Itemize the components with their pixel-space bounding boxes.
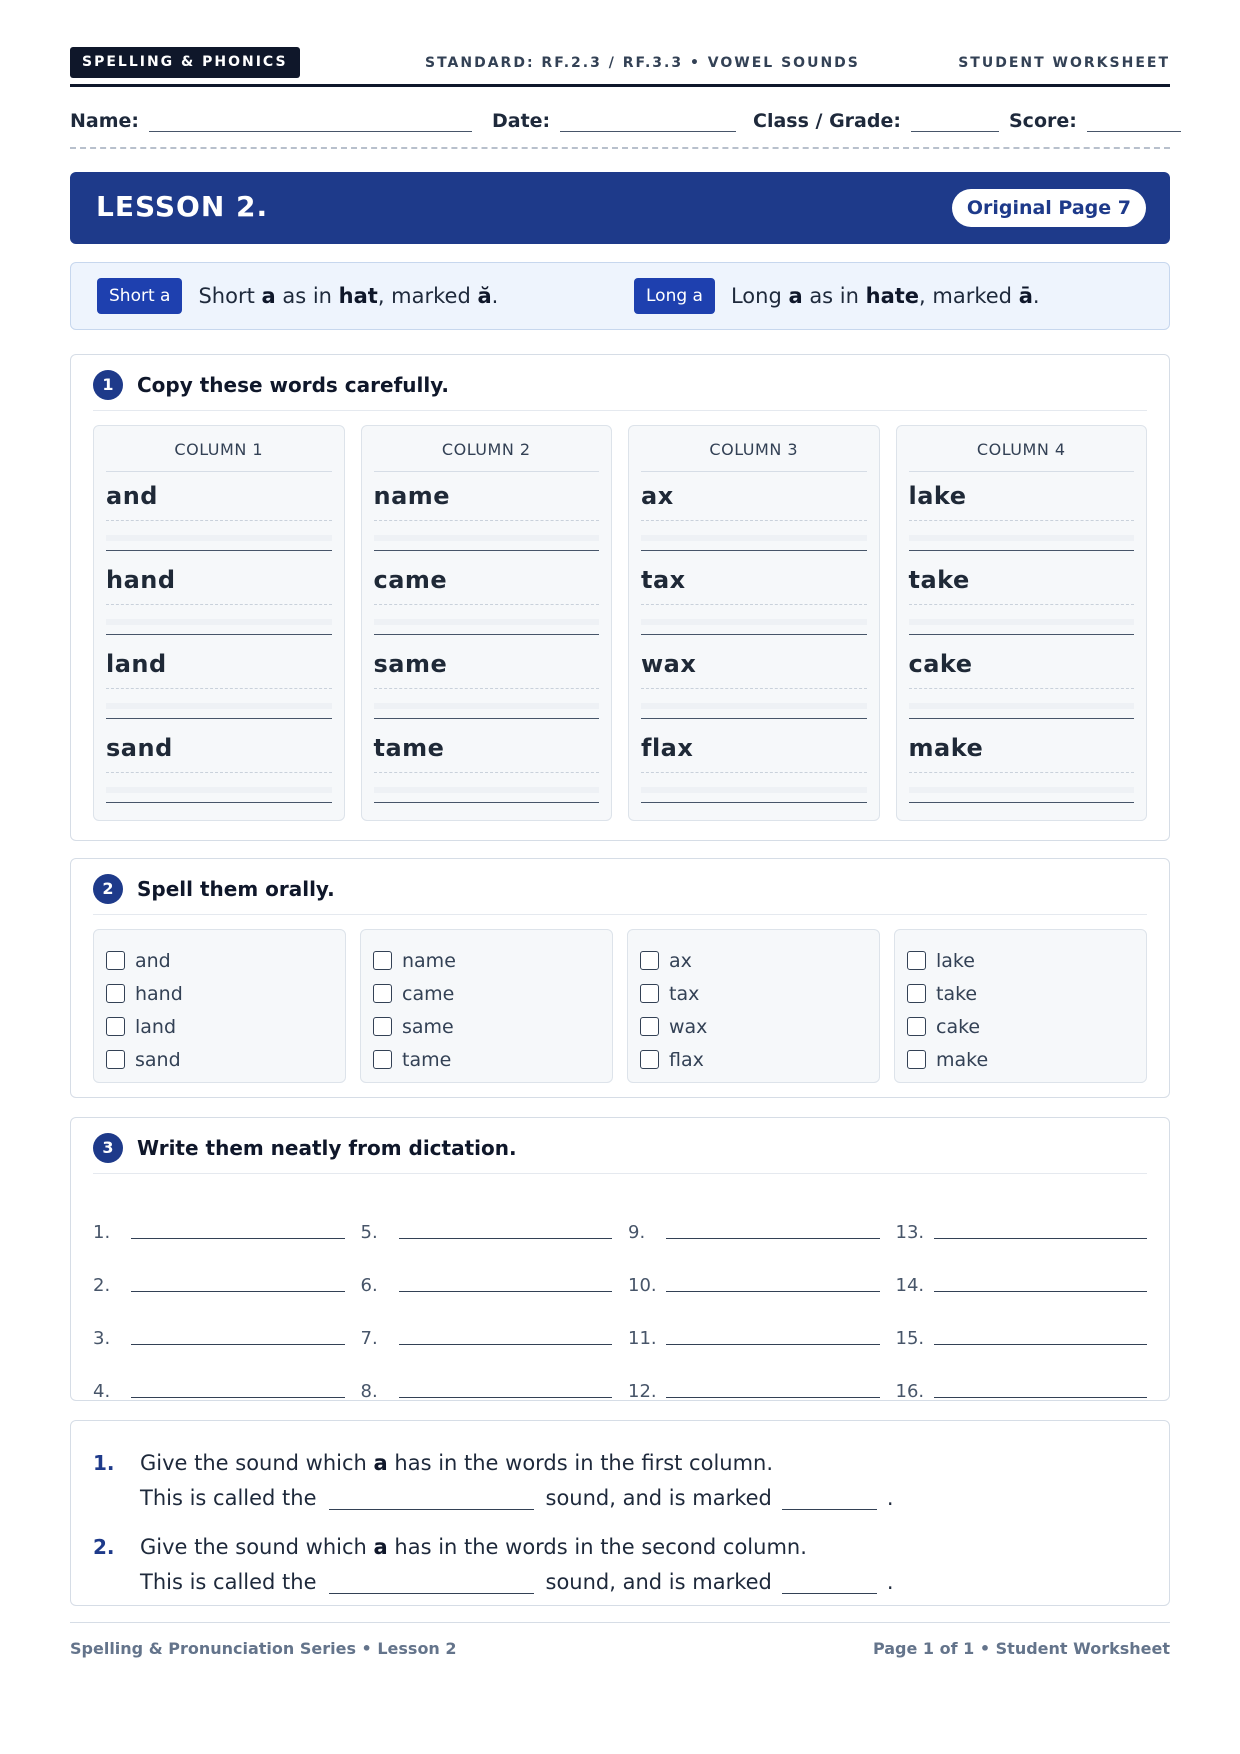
dictation-answer-line[interactable] [399, 1291, 613, 1292]
dictation-number: 3. [93, 1328, 111, 1349]
word: take [908, 566, 970, 594]
section-heading [93, 371, 1147, 411]
class-field [753, 110, 999, 132]
column-header: COLUMN 4 [909, 426, 1135, 472]
word: flax [641, 734, 694, 762]
section-number-badge: 1 [93, 370, 123, 400]
checkbox[interactable] [373, 984, 392, 1003]
copy-row[interactable] [106, 640, 332, 724]
dictation-number: 4. [93, 1381, 111, 1402]
original-page-badge: Original Page 7 [952, 189, 1146, 227]
checklist-item[interactable]: tax [640, 977, 867, 1010]
section-title: Spell them orally. [137, 876, 335, 901]
checkbox[interactable] [907, 951, 926, 970]
long-a-key [634, 278, 1040, 314]
date-field [492, 110, 736, 132]
dictation-item [93, 1251, 345, 1304]
dictation-number: 12. [628, 1381, 657, 1402]
copy-row[interactable] [641, 472, 867, 556]
dictation-item [896, 1198, 1148, 1251]
word: name [373, 482, 451, 510]
dictation-column [628, 1198, 880, 1410]
copy-row[interactable] [909, 724, 1135, 808]
dictation-number: 15. [895, 1328, 925, 1349]
student-info-row [70, 105, 1170, 149]
checklist-item[interactable]: came [373, 977, 600, 1010]
lesson-title: LESSON 2. [96, 190, 269, 223]
dictation-item [361, 1251, 613, 1304]
page-number-label: Page 1 of 1 • Student Worksheet [872, 1639, 1170, 1658]
dictation-number: 11. [628, 1328, 657, 1349]
dictation-item [896, 1251, 1148, 1304]
section-questions [70, 1420, 1170, 1606]
copy-row[interactable] [909, 640, 1135, 724]
word: lake [908, 482, 967, 510]
name-label: Name: [70, 110, 140, 132]
dictation-column [361, 1198, 613, 1410]
copy-columns [93, 425, 1147, 821]
standard-label: STANDARD: RF.2.3 / RF.3.3 • VOWEL SOUNDS [425, 55, 860, 71]
checklist-item[interactable]: make [907, 1043, 1134, 1076]
checklist-item[interactable]: same [373, 1010, 600, 1043]
column-header: COLUMN 1 [106, 426, 332, 472]
long-a-tag: Long a [634, 278, 715, 314]
dictation-number: 9. [628, 1222, 646, 1243]
checkbox[interactable] [373, 1050, 392, 1069]
checklist-column [894, 929, 1147, 1083]
dictation-answer-line[interactable] [399, 1238, 613, 1239]
checklist-item[interactable]: cake [907, 1010, 1134, 1043]
dictation-number: 7. [360, 1328, 378, 1349]
sound-name-blank[interactable] [329, 1492, 534, 1510]
checkbox[interactable] [373, 1017, 392, 1036]
subject-badge: SPELLING & PHONICS [70, 47, 300, 78]
dictation-answer-line[interactable] [666, 1238, 880, 1239]
section-title: Copy these words carefully. [137, 372, 450, 397]
dictation-item [628, 1357, 880, 1410]
score-label: Score: [1009, 110, 1077, 132]
copy-row[interactable] [106, 472, 332, 556]
dictation-number: 14. [895, 1275, 925, 1296]
section-number-badge: 3 [93, 1133, 123, 1163]
checkbox[interactable] [640, 1050, 659, 1069]
checklist-column [627, 929, 880, 1083]
dictation-answer-line[interactable] [666, 1344, 880, 1345]
document-type-label: STUDENT WORKSHEET [958, 55, 1170, 71]
dictation-number: 2. [93, 1275, 111, 1296]
section-title: Write them neatly from dictation. [137, 1135, 517, 1160]
checkbox[interactable] [640, 951, 659, 970]
checkbox[interactable] [640, 984, 659, 1003]
dictation-item [628, 1304, 880, 1357]
dictation-number: 5. [360, 1222, 378, 1243]
dictation-number: 13. [895, 1222, 925, 1243]
copy-row[interactable] [641, 556, 867, 640]
section-number-badge: 2 [93, 874, 123, 904]
dictation-item [361, 1304, 613, 1357]
dictation-item [361, 1198, 613, 1251]
word: ax [641, 482, 674, 510]
short-a-description: Short a as in hat, marked ă. [198, 284, 499, 308]
dictation-answer-line[interactable] [934, 1291, 1148, 1292]
dictation-answer-line[interactable] [131, 1291, 345, 1292]
word: land [106, 650, 167, 678]
section-heading [93, 1134, 1147, 1174]
dictation-answer-line[interactable] [934, 1344, 1148, 1345]
word: same [373, 650, 448, 678]
copy-row[interactable] [641, 640, 867, 724]
dictation-item [628, 1251, 880, 1304]
word: wax [641, 650, 697, 678]
page-footer [70, 1622, 1170, 1672]
copy-column [628, 425, 880, 821]
mark-blank[interactable] [782, 1492, 877, 1510]
checklist-columns [93, 929, 1147, 1083]
checklist-item[interactable]: name [373, 944, 600, 977]
dictation-answer-line[interactable] [131, 1344, 345, 1345]
checklist-item[interactable]: sand [106, 1043, 333, 1076]
dictation-number: 16. [895, 1381, 925, 1402]
dictation-item [93, 1304, 345, 1357]
long-a-description: Long a as in hate, marked ā. [730, 284, 1040, 308]
score-input-line[interactable] [1087, 116, 1181, 132]
copy-row[interactable] [909, 556, 1135, 640]
dictation-number: 8. [360, 1381, 378, 1402]
checklist-item[interactable]: ax [640, 944, 867, 977]
checkbox[interactable] [106, 951, 125, 970]
checklist-column [93, 929, 346, 1083]
date-input-line[interactable] [560, 116, 736, 132]
question-text: Give the sound which a has in the words in the first column. [140, 1451, 774, 1475]
dictation-answer-line[interactable] [934, 1397, 1148, 1398]
dictation-grid [93, 1198, 1147, 1410]
checkbox[interactable] [106, 1017, 125, 1036]
word: sand [106, 734, 173, 762]
name-input-line[interactable] [149, 116, 472, 132]
question-number: 2. [93, 1535, 115, 1559]
dictation-item [896, 1304, 1148, 1357]
word: make [908, 734, 984, 762]
word: tax [641, 566, 686, 594]
checklist-item[interactable]: lake [907, 944, 1134, 977]
dictation-answer-line[interactable] [399, 1397, 613, 1398]
copy-column [361, 425, 613, 821]
checklist-item[interactable]: land [106, 1010, 333, 1043]
section-heading [93, 875, 1147, 915]
dictation-answer-line[interactable] [131, 1238, 345, 1239]
column-header: COLUMN 3 [641, 426, 867, 472]
question-answer-line: This is called the sound, and is marked . [140, 1486, 894, 1510]
dictation-number: 6. [360, 1275, 378, 1296]
checklist-column [360, 929, 613, 1083]
class-label: Class / Grade: [753, 110, 901, 132]
word: cake [908, 650, 973, 678]
short-a-tag: Short a [97, 278, 182, 314]
copy-row[interactable] [106, 556, 332, 640]
dictation-answer-line[interactable] [666, 1397, 880, 1398]
dictation-number: 10. [628, 1275, 657, 1296]
checklist-item[interactable]: take [907, 977, 1134, 1010]
checklist-item[interactable]: hand [106, 977, 333, 1010]
dictation-answer-line[interactable] [131, 1397, 345, 1398]
dictation-item [361, 1357, 613, 1410]
dictation-item [93, 1357, 345, 1410]
checklist-item[interactable]: wax [640, 1010, 867, 1043]
checkbox[interactable] [106, 984, 125, 1003]
checklist-item[interactable]: tame [373, 1043, 600, 1076]
copy-row[interactable] [374, 556, 600, 640]
dictation-item [93, 1198, 345, 1251]
word: hand [106, 566, 176, 594]
checkbox[interactable] [907, 1050, 926, 1069]
copy-row[interactable] [909, 472, 1135, 556]
dictation-column [93, 1198, 345, 1410]
copy-row[interactable] [374, 472, 600, 556]
copy-row[interactable] [641, 724, 867, 808]
checkbox[interactable] [640, 1017, 659, 1036]
checklist-item[interactable]: flax [640, 1043, 867, 1076]
copy-row[interactable] [106, 724, 332, 808]
word: came [373, 566, 448, 594]
word: and [106, 482, 158, 510]
class-input-line[interactable] [911, 116, 999, 132]
column-header: COLUMN 2 [374, 426, 600, 472]
dictation-answer-line[interactable] [934, 1238, 1148, 1239]
copy-column [896, 425, 1148, 821]
vowel-key-box [70, 262, 1170, 330]
section-spell-orally [70, 858, 1170, 1098]
copy-column [93, 425, 345, 821]
copy-row[interactable] [374, 640, 600, 724]
word: tame [373, 734, 445, 762]
checkbox[interactable] [106, 1050, 125, 1069]
dictation-item [896, 1357, 1148, 1410]
copy-row[interactable] [374, 724, 600, 808]
checkbox[interactable] [907, 984, 926, 1003]
dictation-answer-line[interactable] [399, 1344, 613, 1345]
short-a-key [97, 278, 498, 314]
question-number: 1. [93, 1451, 115, 1475]
checkbox[interactable] [907, 1017, 926, 1036]
dictation-item [628, 1198, 880, 1251]
mark-blank[interactable] [782, 1576, 877, 1594]
series-label: Spelling & Pronunciation Series • Lesson 2 [70, 1639, 457, 1658]
checklist-item[interactable]: and [106, 944, 333, 977]
section-copy-words [70, 354, 1170, 841]
dictation-number: 1. [93, 1222, 111, 1243]
top-header [70, 47, 1170, 87]
name-field [70, 110, 472, 132]
dictation-answer-line[interactable] [666, 1291, 880, 1292]
checkbox[interactable] [373, 951, 392, 970]
date-label: Date: [492, 110, 551, 132]
section-dictation [70, 1117, 1170, 1401]
question-answer-line: This is called the sound, and is marked . [140, 1570, 894, 1594]
lesson-banner [70, 172, 1170, 244]
score-field [1009, 110, 1181, 132]
dictation-column [896, 1198, 1148, 1410]
question-text: Give the sound which a has in the words in the second column. [140, 1535, 807, 1559]
sound-name-blank[interactable] [329, 1576, 534, 1594]
